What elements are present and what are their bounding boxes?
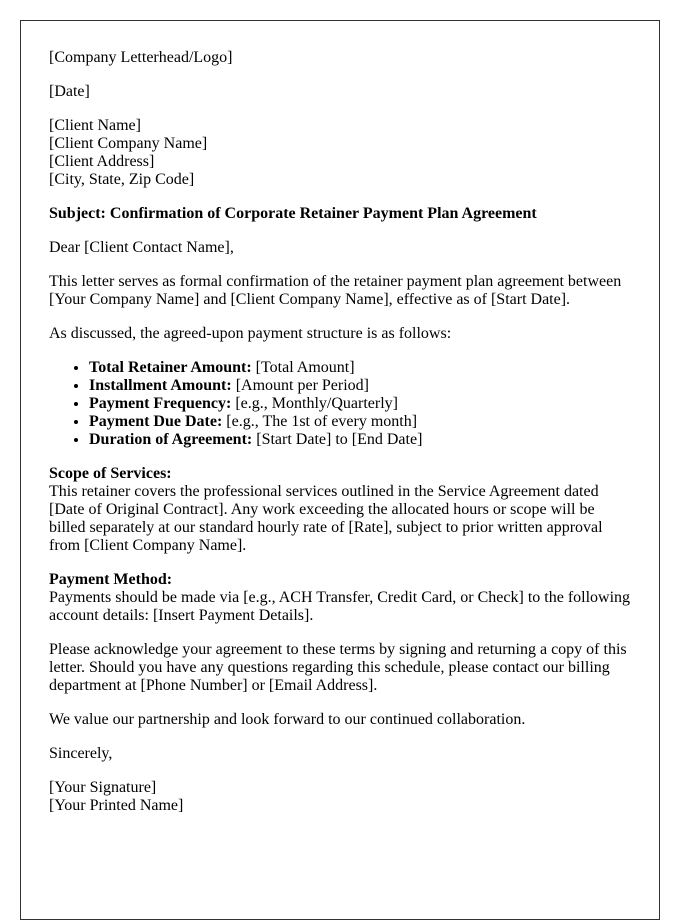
payment-term-item [89, 395, 631, 413]
payment-term-value: [e.g., Monthly/Quarterly] [231, 395, 398, 412]
recipient-address: [Client Address] [49, 153, 155, 170]
payment-term-label: Total Retainer Amount: [89, 359, 252, 376]
structure-intro: As discussed, the agreed-upon payment structure is as follows: [49, 325, 452, 342]
letterhead: [Company Letterhead/Logo] [49, 49, 233, 66]
intro-paragraph: This letter serves as formal confirmation of the retainer payment plan agreement between [Your Company Name] and [Client Company Name], effective as of [Start Date]. [49, 273, 622, 308]
payment-term-value: [Start Date] to [End Date] [252, 431, 423, 448]
recipient-city-state-zip: [City, State, Zip Code] [49, 171, 195, 188]
scope-heading: Scope of Services: [49, 465, 172, 482]
closing-paragraph: We value our partnership and look forward to our continued collaboration. [49, 711, 526, 728]
payment-term-item [89, 377, 631, 395]
payment-term-value: [e.g., The 1st of every month] [222, 413, 418, 430]
payment-method-section [49, 571, 631, 625]
payment-term-item [89, 359, 631, 377]
letter-date: [Date] [49, 83, 90, 100]
signature: [Your Signature] [49, 779, 157, 796]
signature-block [49, 779, 631, 815]
payment-method-body: Payments should be made via [e.g., ACH Transfer, Credit Card, or Check] to the following account details: [Insert Payment Details]. [49, 589, 631, 624]
scope-section [49, 465, 631, 555]
printed-name: [Your Printed Name] [49, 797, 184, 814]
payment-term-label: Duration of Agreement: [89, 431, 253, 448]
payment-term-label: Installment Amount: [89, 377, 232, 394]
subject-text: Subject: Confirmation of Corporate Retainer Payment Plan Agreement [49, 205, 537, 222]
payment-term-label: Payment Frequency: [89, 395, 232, 412]
subject-line [49, 205, 631, 223]
recipient-name: [Client Name] [49, 117, 141, 134]
scope-body: This retainer covers the professional services outlined in the Service Agreement dated [Date of Original Contract]. Any work exceeding the allocated hours or scope will be billed separately at our standard hourly rate of [Rate], subject to prior written approval from [Client Company Name]. [49, 483, 603, 554]
payment-term-item [89, 413, 631, 431]
letter-page [20, 20, 660, 920]
valediction: Sincerely, [49, 745, 113, 762]
payment-term-value: [Total Amount] [251, 359, 355, 376]
payment-term-label: Payment Due Date: [89, 413, 223, 430]
payment-term-item [89, 431, 631, 449]
salutation: Dear [Client Contact Name], [49, 239, 234, 256]
recipient-company: [Client Company Name] [49, 135, 208, 152]
recipient-address-block [49, 117, 631, 189]
payment-term-value: [Amount per Period] [231, 377, 369, 394]
acknowledgement-paragraph: Please acknowledge your agreement to these terms by signing and returning a copy of this letter. Should you have any questions regarding this schedule, please contact our billing department at [Phone Number] or [Email Address]. [49, 641, 627, 694]
payment-method-heading: Payment Method: [49, 571, 173, 588]
payment-terms-list [49, 359, 631, 449]
